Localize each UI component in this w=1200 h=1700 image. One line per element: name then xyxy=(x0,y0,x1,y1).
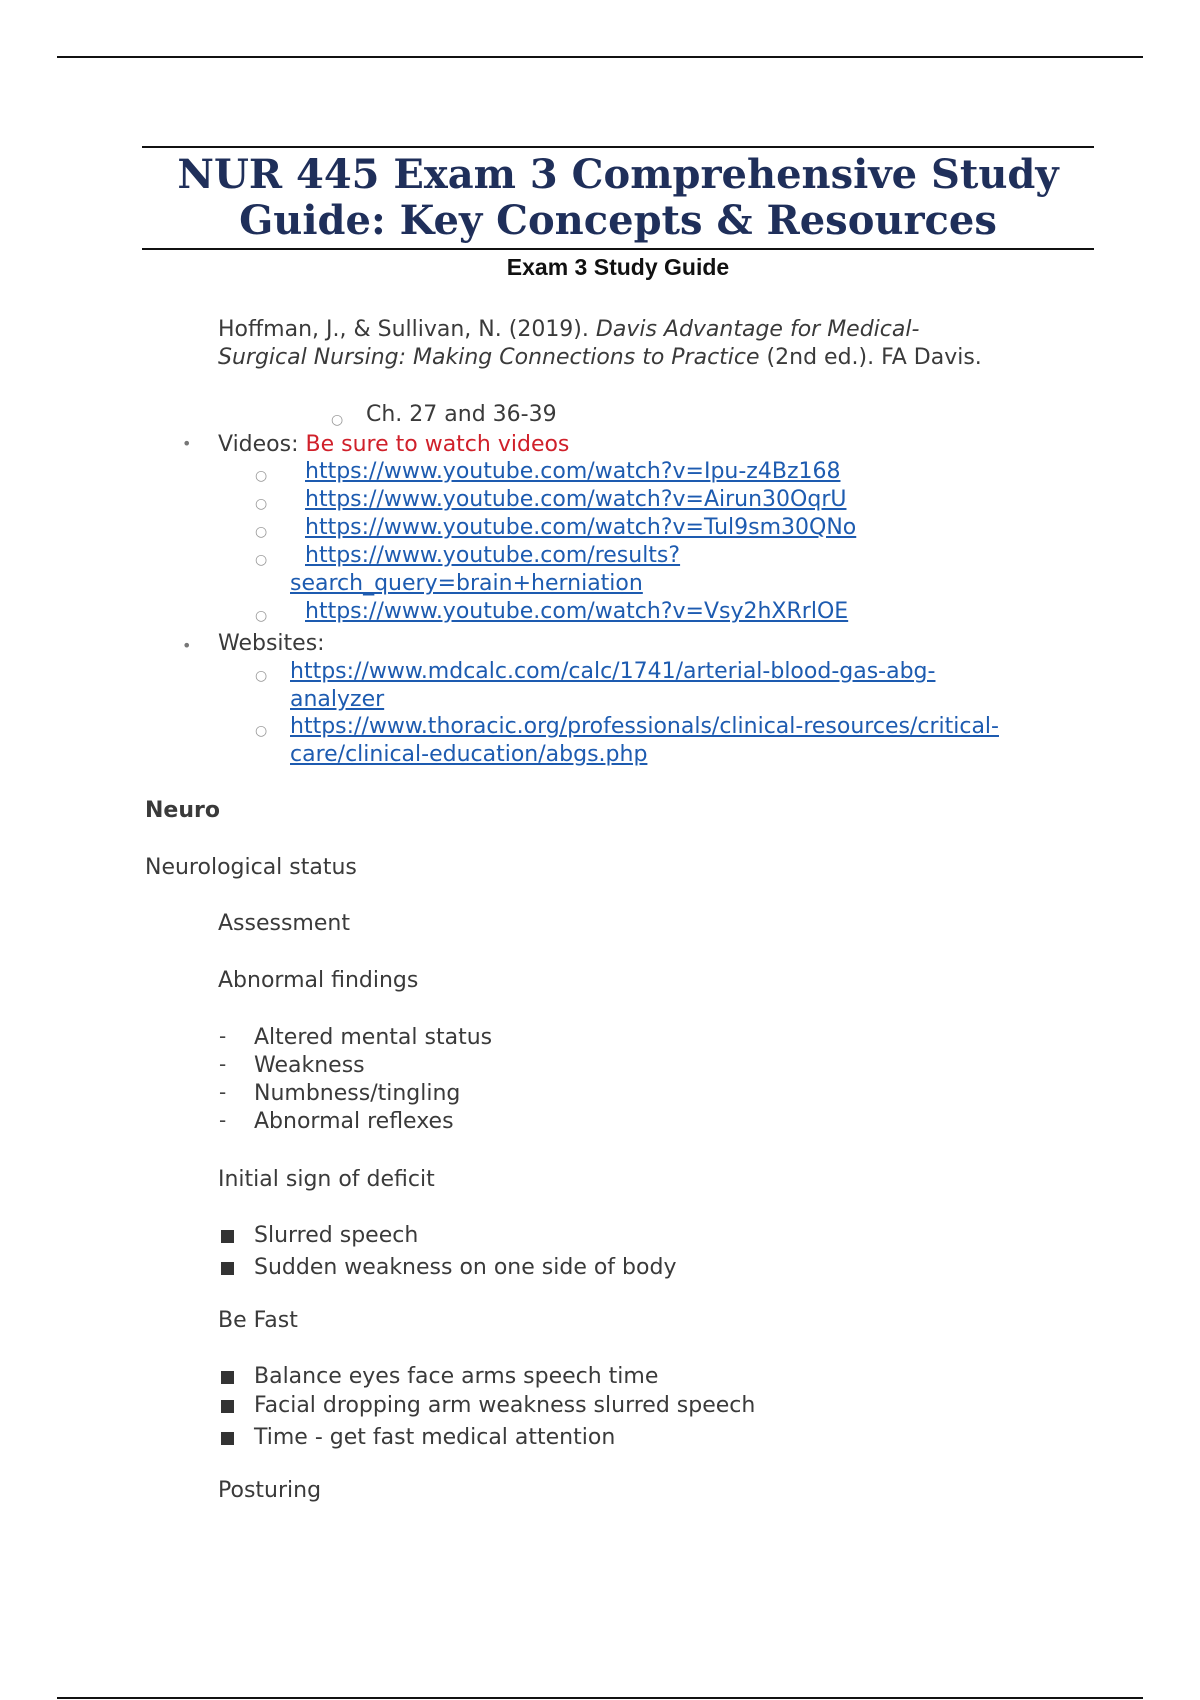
bullet-icon: • xyxy=(182,434,192,453)
dash-bullet-icon: - xyxy=(219,1080,227,1104)
videos-label: Videos: xyxy=(218,432,299,457)
video-link-2[interactable]: https://www.youtube.com/watch?v=Airun30OqrU xyxy=(305,487,847,512)
circle-bullet-icon: ○ xyxy=(331,412,344,428)
bullet-icon: • xyxy=(182,636,192,655)
be-fast-item: Balance eyes face arms speech time xyxy=(254,1364,659,1389)
neurological-status: Neurological status xyxy=(145,855,357,880)
website-link-1-cont[interactable]: analyzer xyxy=(290,687,385,712)
page-bottom-rule xyxy=(57,1697,1143,1699)
circle-bullet-icon: ○ xyxy=(255,608,268,624)
title-rule-bottom xyxy=(142,248,1094,250)
circle-bullet-icon: ○ xyxy=(255,668,268,684)
abnormal-finding: Abnormal reflexes xyxy=(254,1109,454,1134)
chapters-text: Ch. 27 and 36-39 xyxy=(366,402,557,427)
circle-bullet-icon: ○ xyxy=(255,723,268,739)
video-link-3[interactable]: https://www.youtube.com/watch?v=Tul9sm30QNo xyxy=(305,515,857,540)
page-top-rule xyxy=(57,56,1143,58)
document-subtitle: Exam 3 Study Guide xyxy=(506,254,730,280)
be-fast-item: Time - get fast medical attention xyxy=(254,1425,616,1450)
video-link-5[interactable]: https://www.youtube.com/watch?v=Vsy2hXRrlOE xyxy=(305,599,849,624)
abnormal-findings-label: Abnormal findings xyxy=(218,968,419,993)
assessment-label: Assessment xyxy=(218,911,350,936)
reference-book-title-cont: Surgical Nursing: Making Connections to Practice xyxy=(218,345,760,370)
video-link-1[interactable]: https://www.youtube.com/watch?v=Ipu-z4Bz168 xyxy=(305,459,841,484)
abnormal-finding: Weakness xyxy=(254,1053,365,1078)
website-link-2[interactable]: https://www.thoracic.org/professionals/clinical-resources/critical- xyxy=(290,714,999,739)
reference-book-title: Davis Advantage for Medical- xyxy=(595,317,920,342)
website-link-2-cont[interactable]: care/clinical-education/abgs.php xyxy=(290,742,648,767)
reference-edition: (2nd ed.). FA Davis. xyxy=(766,345,982,370)
initial-sign-label: Initial sign of deficit xyxy=(218,1167,435,1192)
initial-sign-item: Sudden weakness on one side of body xyxy=(254,1255,677,1280)
circle-bullet-icon: ○ xyxy=(255,468,268,484)
neuro-heading: Neuro xyxy=(145,798,220,823)
square-bullet-icon xyxy=(221,1400,234,1413)
initial-sign-item: Slurred speech xyxy=(254,1223,419,1248)
dash-bullet-icon: - xyxy=(219,1024,227,1048)
title-block xyxy=(142,146,1094,250)
video-link-4-cont[interactable]: search_query=brain+herniation xyxy=(290,571,643,596)
circle-bullet-icon: ○ xyxy=(255,496,268,512)
dash-bullet-icon: - xyxy=(219,1052,227,1076)
document-title: NUR 445 Exam 3 Comprehensive Study Guide: Key Concepts & Resources xyxy=(177,151,1059,244)
square-bullet-icon xyxy=(221,1262,234,1275)
videos-note: Be sure to watch videos xyxy=(305,432,570,457)
dash-bullet-icon: - xyxy=(219,1108,227,1132)
reference-citation xyxy=(218,316,982,372)
square-bullet-icon xyxy=(221,1230,234,1243)
posturing-label: Posturing xyxy=(218,1478,322,1503)
square-bullet-icon xyxy=(221,1432,234,1445)
title-rule-top xyxy=(142,146,1094,148)
circle-bullet-icon: ○ xyxy=(255,552,268,568)
abnormal-finding: Altered mental status xyxy=(254,1025,493,1050)
videos-line xyxy=(218,431,569,459)
circle-bullet-icon: ○ xyxy=(255,524,268,540)
square-bullet-icon xyxy=(221,1371,234,1384)
be-fast-label: Be Fast xyxy=(218,1308,298,1333)
website-link-1[interactable]: https://www.mdcalc.com/calc/1741/arterial-blood-gas-abg- xyxy=(290,659,936,684)
video-link-4[interactable]: https://www.youtube.com/results? xyxy=(305,543,681,568)
websites-label: Websites: xyxy=(218,631,325,656)
reference-authors: Hoffman, J., & Sullivan, N. (2019). xyxy=(218,317,589,342)
be-fast-item: Facial dropping arm weakness slurred speech xyxy=(254,1393,756,1418)
abnormal-finding: Numbness/tingling xyxy=(254,1081,461,1106)
